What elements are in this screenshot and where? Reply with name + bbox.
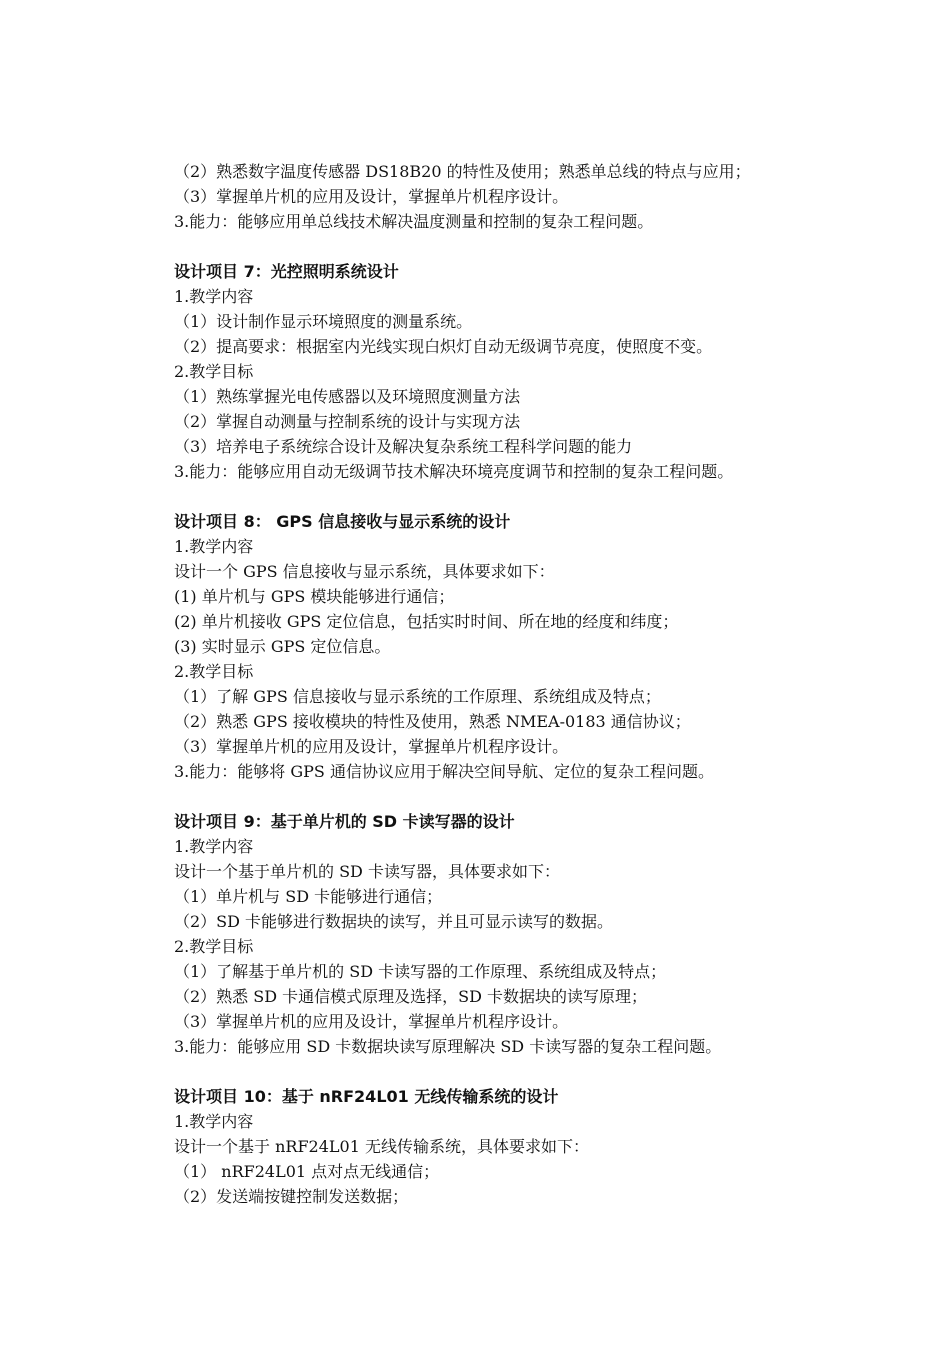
project-9-line: 2.教学目标 [174,937,254,956]
intro-line: （2）熟悉数字温度传感器 DS18B20 的特性及使用；熟悉单总线的特点与应用； [174,162,751,181]
project-7-heading: 设计项目 7：光控照明系统设计 [174,262,399,281]
project-9-line: 3.能力：能够应用 SD 卡数据块读写原理解决 SD 卡读写器的复杂工程问题。 [174,1037,722,1056]
intro-line: （3）掌握单片机的应用及设计，掌握单片机程序设计。 [174,187,569,206]
section-gap [174,234,874,259]
project-8-heading: 设计项目 8： GPS 信息接收与显示系统的设计 [174,512,511,531]
project-7-line: （2）提高要求：根据室内光线实现白炽灯自动无级调节亮度，使照度不变。 [174,337,713,356]
project-10-line: 设计一个基于 nRF24L01 无线传输系统，具体要求如下： [174,1137,589,1156]
project-8-line: （2）熟悉 GPS 接收模块的特性及使用，熟悉 NMEA-0183 通信协议； [174,712,691,731]
project-7-line: （1）设计制作显示环境照度的测量系统。 [174,312,473,331]
project-7-line: 3.能力：能够应用自动无级调节技术解决环境亮度调节和控制的复杂工程问题。 [174,462,734,481]
project-7-line: 2.教学目标 [174,362,254,381]
project-7-line: （3）培养电子系统综合设计及解决复杂系统工程科学问题的能力 [174,437,633,456]
project-9-line: （1）了解基于单片机的 SD 卡读写器的工作原理、系统组成及特点； [174,962,667,981]
project-10-line: 1.教学内容 [174,1112,254,1131]
section-gap [174,1059,874,1084]
project-7-line: （2）掌握自动测量与控制系统的设计与实现方法 [174,412,521,431]
project-8-line: （3）掌握单片机的应用及设计，掌握单片机程序设计。 [174,737,569,756]
section-gap [174,484,874,509]
project-9-line: （2）SD 卡能够进行数据块的读写，并且可显示读写的数据。 [174,912,614,931]
project-8-line: （1）了解 GPS 信息接收与显示系统的工作原理、系统组成及特点； [174,687,661,706]
project-8-line: (2) 单片机接收 GPS 定位信息，包括实时时间、所在地的经度和纬度； [174,612,679,631]
intro-line: 3.能力：能够应用单总线技术解决温度测量和控制的复杂工程问题。 [174,212,654,231]
document-page [174,159,874,1209]
project-8-line: (3) 实时显示 GPS 定位信息。 [174,637,391,656]
project-8-line: (1) 单片机与 GPS 模块能够进行通信； [174,587,455,606]
project-9-line: （2）熟悉 SD 卡通信模式原理及选择，SD 卡数据块的读写原理； [174,987,648,1006]
project-9-line: 1.教学内容 [174,837,254,856]
project-10-line: （1） nRF24L01 点对点无线通信； [174,1162,440,1181]
project-10-line: （2）发送端按键控制发送数据； [174,1187,409,1206]
project-9-heading: 设计项目 9：基于单片机的 SD 卡读写器的设计 [174,812,515,831]
project-7-line: 1.教学内容 [174,287,254,306]
project-10-heading: 设计项目 10：基于 nRF24L01 无线传输系统的设计 [174,1087,559,1106]
project-9-line: （3）掌握单片机的应用及设计，掌握单片机程序设计。 [174,1012,569,1031]
project-7-line: （1）熟练掌握光电传感器以及环境照度测量方法 [174,387,521,406]
project-9-line: （1）单片机与 SD 卡能够进行通信； [174,887,443,906]
section-gap [174,784,874,809]
project-9-line: 设计一个基于单片机的 SD 卡读写器，具体要求如下： [174,862,560,881]
project-8-line: 1.教学内容 [174,537,254,556]
project-8-line: 2.教学目标 [174,662,254,681]
project-8-line: 3.能力：能够将 GPS 通信协议应用于解决空间导航、定位的复杂工程问题。 [174,762,714,781]
project-8-line: 设计一个 GPS 信息接收与显示系统，具体要求如下： [174,562,555,581]
